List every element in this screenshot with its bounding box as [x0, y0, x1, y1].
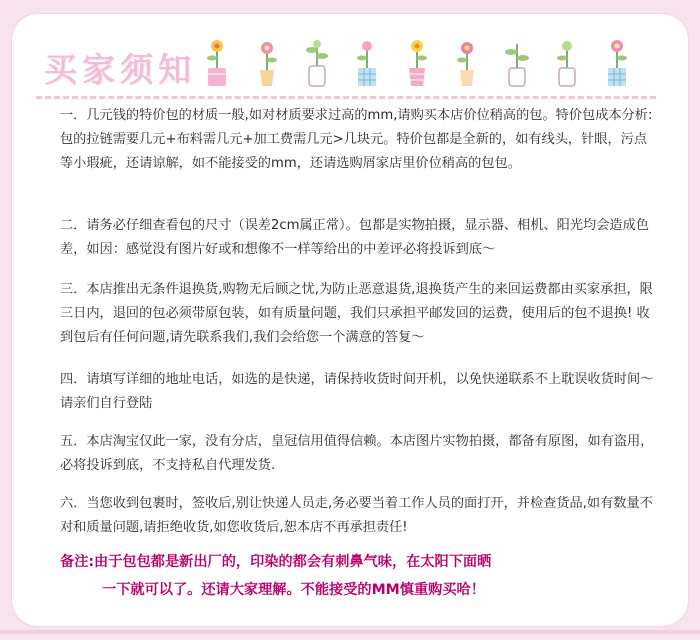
flower-pot-icon — [200, 38, 234, 90]
remark-note-line-2: 一下就可以了。还请大家理解。不能接受的MM慎重购买哈！ — [102, 582, 485, 598]
flower-pot-icon — [450, 38, 484, 90]
flower-pot-decoration — [200, 38, 650, 90]
flower-pot-icon — [400, 38, 434, 90]
notice-paragraph-1: 一．几元钱的特价包的材质一般,如对材质要求过高的mm,请购买本店价位稍高的包。特价包成本分析:包的拉链需要几元+布料需几元+加工费需几元>几块元。特价包都是全新的，如有线头，针眼，污点等小瑕疵，还请谅解，如不能接受的mm，还请选购屑家店里价位稍高的包包。 — [60, 108, 653, 171]
notice-paragraph-5: 五．本店淘宝仅此一家，没有分店，皇冠信用值得信赖。本店图片实物拍摄，都备有原图，如有盗用，必将投诉到底，不支持私自代理发货. — [60, 434, 654, 473]
notice-paragraph-2: 二．请务必仔细查看包的尺寸（误差2cm属正常）。包都是实物拍摄，显示器、相机、阳光均会造成色差，如因：感觉没有图片好或和想像不一样等给出的中差评必将投诉到底～ — [60, 218, 649, 257]
flower-pot-icon — [250, 38, 284, 90]
notice-paragraph-3: 三．本店推出无条件退换货,购物无后顾之忧,为防止恶意退货,退换货产生的来回运费都由买家承担，限三日内，退回的包必须带原包装，如有质量问题，我们只承担平邮发回的运费，使用后的包不退换! 收到包后有任何问题,请先联系我们,我们会给您一个满意的答复～ — [60, 282, 653, 345]
flower-pot-icon — [350, 38, 384, 90]
notice-paragraph-6: 六．当您收到包裹时，签收后,别让快递人员走,务必要当着工作人员的面打开，并检查货品,如有数量不对和质量问题,请拒绝收货,如您收货后,恕本店不再承担责任! — [60, 496, 653, 535]
dashed-divider — [36, 96, 656, 99]
notice-paragraph-4: 四．请填写详细的地址电话，如选的是快递，请保持收货时间开机，以免快递联系不上耽误收货时间～请亲们自行登陆 — [60, 372, 654, 411]
bottom-border — [0, 630, 700, 634]
page-title: 买家须知 — [44, 50, 196, 89]
flower-pot-icon — [600, 38, 634, 90]
flower-pot-icon — [500, 38, 534, 90]
remark-note — [60, 548, 660, 604]
flower-pot-icon — [550, 38, 584, 90]
remark-note-line-1: 备注:由于包包都是新出厂的，印染的都会有刺鼻气味，在太阳下面晒 — [60, 554, 492, 570]
flower-pot-icon — [300, 38, 334, 90]
